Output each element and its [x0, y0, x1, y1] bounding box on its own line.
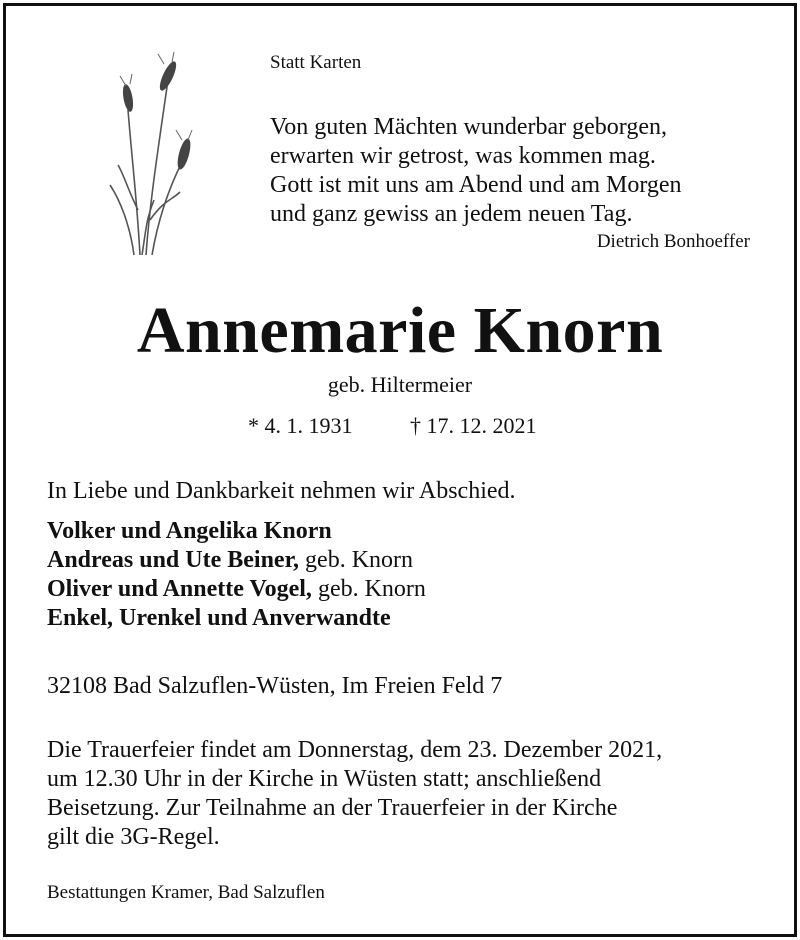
- ceremony-line-4: gilt die 3G-Regel.: [47, 824, 220, 850]
- quote-line-2: erwarten wir getrost, was kommen mag.: [270, 143, 656, 169]
- deceased-name: Annemarie Knorn: [136, 294, 664, 367]
- ceremony-line-1: Die Trauerfeier findet am Donnerstag, dem 23. Dezember 2021,: [47, 737, 663, 763]
- farewell-text: In Liebe und Dankbarkeit nehmen wir Abschied.: [47, 478, 516, 504]
- quote-line-1: Von guten Mächten wunderbar geborgen,: [270, 114, 668, 140]
- mourner-suffix: geb. Knorn: [311, 576, 426, 602]
- death-date: † 17. 12. 2021: [410, 413, 537, 438]
- birth-name: geb. Hiltermeier: [327, 372, 473, 397]
- ceremony-line-2: um 12.30 Uhr in der Kirche in Wüsten statt; anschließend: [47, 766, 602, 792]
- mourner-suffix: geb. Knorn: [299, 547, 414, 573]
- mourner-name: Oliver und Annette Vogel,: [47, 576, 312, 602]
- mourner-name: Andreas und Ute Beiner,: [47, 547, 300, 573]
- mourner-line: [47, 517, 332, 546]
- mourner-line: [47, 604, 391, 633]
- mourner-name: Volker und Angelika Knorn: [47, 518, 332, 544]
- undertaker: Bestattungen Kramer, Bad Salzuflen: [47, 882, 325, 903]
- mourner-line: [47, 575, 426, 604]
- address: 32108 Bad Salzuflen-Wüsten, Im Freien Feld 7: [47, 673, 503, 699]
- obituary-notice: [3, 3, 797, 937]
- quote-line-3: Gott ist mit uns am Abend und am Morgen: [270, 172, 682, 198]
- ceremony-line-3: Beisetzung. Zur Teilnahme an der Trauerfeier in der Kirche: [47, 795, 618, 821]
- quote-line-4: und ganz gewiss an jedem neuen Tag.: [270, 201, 633, 227]
- intro-text: Statt Karten: [270, 52, 362, 73]
- mourner-line: [47, 546, 413, 575]
- birth-date: * 4. 1. 1931: [248, 413, 353, 438]
- quote-author: Dietrich Bonhoeffer: [596, 231, 750, 252]
- wheat-ears-icon: [102, 50, 202, 260]
- mourner-name: Enkel, Urenkel und Anverwandte: [47, 605, 391, 631]
